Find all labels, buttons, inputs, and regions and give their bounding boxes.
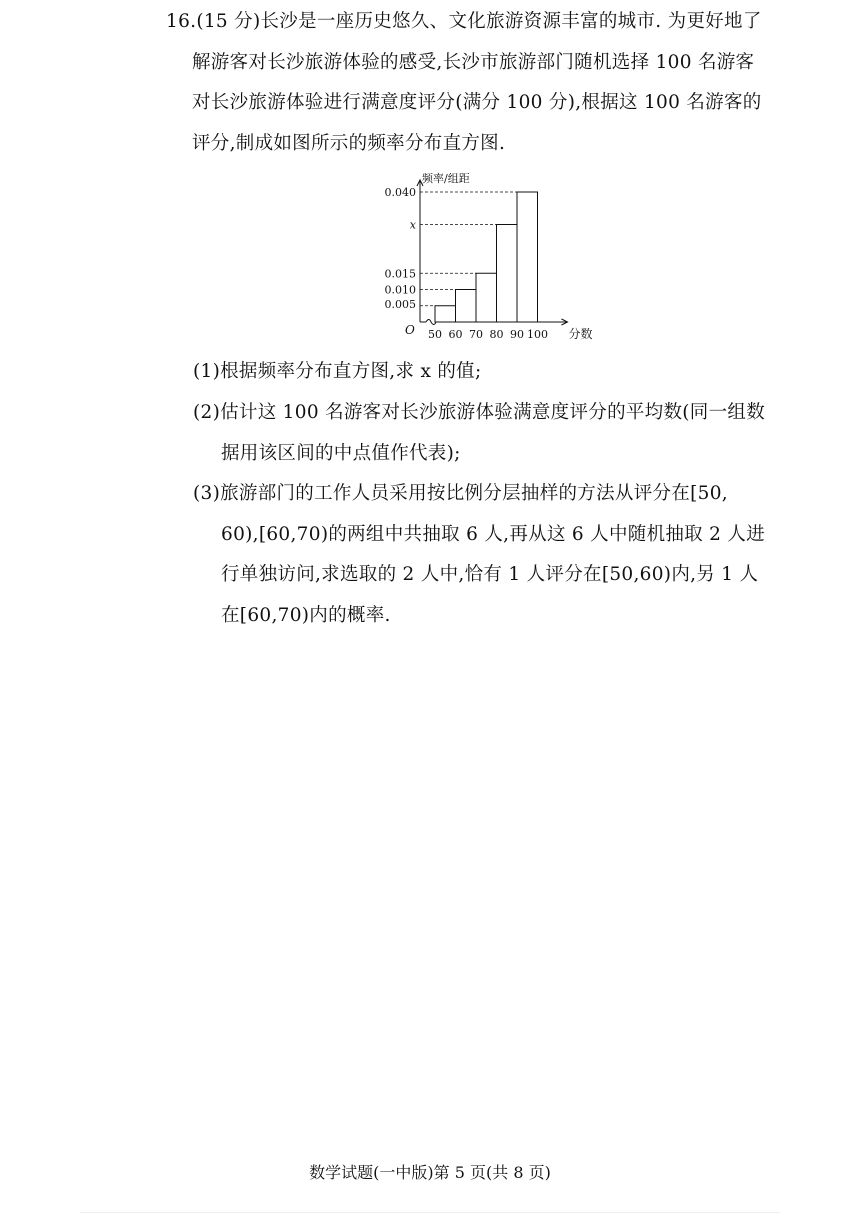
y-axis-label: 频率/组距 xyxy=(422,172,470,185)
question-3-line-4: 在[60,70)内的概率. xyxy=(221,604,391,626)
y-tick-label: 0.005 xyxy=(384,297,416,311)
y-tick-label: 0.015 xyxy=(384,267,416,281)
question-3-line-3: 行单独访问,求选取的 2 人中,恰有 1 人评分在[50,60)内,另 1 人 xyxy=(221,564,759,585)
question-1 xyxy=(193,352,783,393)
histogram-bar xyxy=(517,192,538,322)
stem-line-4: 评分,制成如图所示的频率分布直方图. xyxy=(192,132,506,154)
stem-line-1: 16.(15 分)长沙是一座历史悠久、文化旅游资源丰富的城市. 为更好地了 xyxy=(166,11,762,32)
x-axis-label: 分数 xyxy=(568,327,593,341)
question-3-line-1: (3)旅游部门的工作人员采用按比例分层抽样的方法从评分在[50, xyxy=(193,483,728,504)
y-tick-label: x xyxy=(409,218,416,232)
stem-line-2: 解游客对长沙旅游体验的感受,长沙市旅游部门随机选择 100 名游客 xyxy=(192,51,755,73)
origin-label: O xyxy=(405,323,415,337)
problem-number: 16. xyxy=(166,11,197,32)
question-2-line-2: 据用该区间的中点值作代表); xyxy=(221,442,461,464)
question-2-line-1: (2)估计这 100 名游客对长沙旅游体验满意度评分的平均数(同一组数 xyxy=(193,402,765,423)
question-3 xyxy=(193,474,783,636)
x-tick-label: 100 xyxy=(527,328,548,341)
histogram-svg xyxy=(370,170,610,345)
histogram-bar xyxy=(435,306,456,322)
frequency-histogram xyxy=(370,170,610,345)
histogram-bar xyxy=(456,290,477,323)
question-2 xyxy=(193,393,783,474)
y-tick-label: 0.040 xyxy=(384,186,416,199)
histogram-bar xyxy=(497,225,518,323)
x-tick-label: 50 xyxy=(428,328,442,341)
stem-line-3: 对长沙旅游体验进行满意度评分(满分 100 分),根据这 100 名游客的 xyxy=(192,92,762,113)
footer-divider xyxy=(80,1212,780,1213)
problem-stem xyxy=(166,2,786,164)
histogram-bar xyxy=(476,273,497,322)
question-1-line-1: (1)根据频率分布直方图,求 x 的值; xyxy=(193,361,482,382)
x-tick-label: 60 xyxy=(448,328,463,341)
x-tick-label: 80 xyxy=(489,328,504,341)
problem-16 xyxy=(166,2,786,164)
y-tick-label: 0.010 xyxy=(384,283,416,297)
x-tick-label: 90 xyxy=(510,328,524,341)
x-tick-label: 70 xyxy=(469,328,483,341)
question-3-line-2: 60),[60,70)的两组中共抽取 6 人,再从这 6 人中随机抽取 2 人进 xyxy=(221,523,766,545)
page-footer: 数学试题(一中版)第 5 页(共 8 页) xyxy=(309,1163,551,1182)
